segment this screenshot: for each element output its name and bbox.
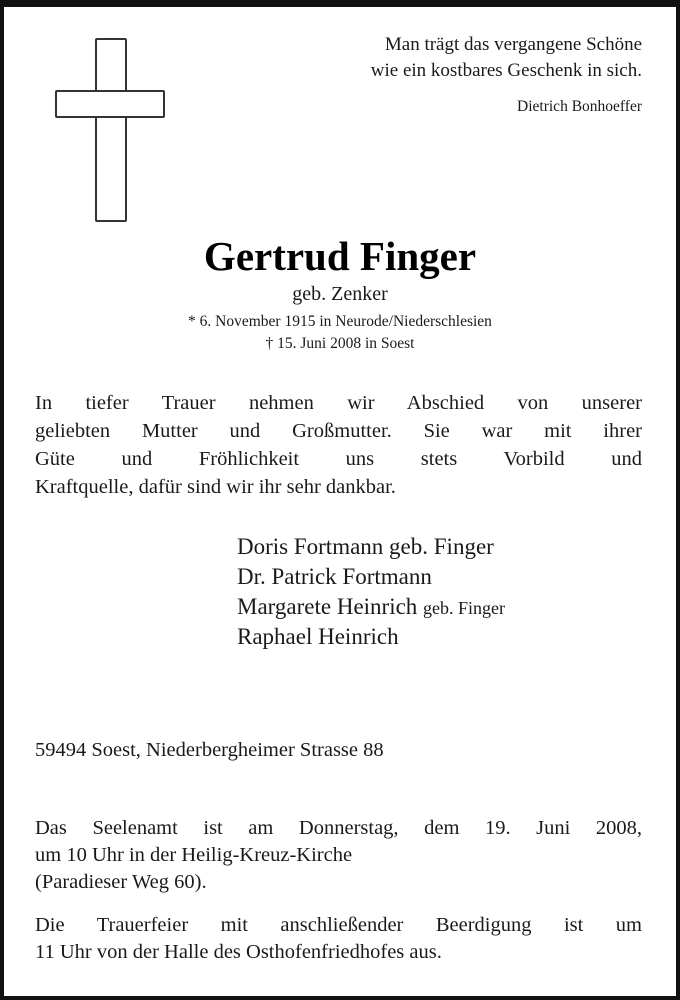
message-line: Kraftquelle, dafür sind wir ihr sehr dankbar. xyxy=(35,476,396,498)
service-line: Das Seelenamt ist am Donnerstag, dem 19. Juni 2008, xyxy=(35,817,642,839)
funeral-line: Die Trauerfeier mit anschließender Beerdigung ist um xyxy=(35,914,642,936)
birth-date: * 6. November 1915 in Neurode/Niederschlesien xyxy=(188,313,492,330)
mourner-name: Raphael Heinrich xyxy=(237,624,399,649)
message-line: In tiefer Trauer nehmen wir Abschied von unserer xyxy=(35,392,642,414)
mourner xyxy=(237,594,505,620)
mourner-name: Dr. Patrick Fortmann xyxy=(237,564,432,589)
mourner-name: Margarete Heinrich xyxy=(237,594,418,619)
mourner xyxy=(237,564,432,590)
service-line: um 10 Uhr in der Heilig-Kreuz-Kirche xyxy=(35,844,353,866)
quote-author: Dietrich Bonhoeffer xyxy=(517,98,642,115)
service-line: (Paradieser Weg 60). xyxy=(35,871,207,893)
mourner xyxy=(237,534,494,560)
message-line: geliebten Mutter und Großmutter. Sie war mit ihrer xyxy=(35,420,642,442)
mourner xyxy=(237,624,399,650)
maiden-name: geb. Zenker xyxy=(292,283,388,305)
deceased-name: Gertrud Finger xyxy=(203,233,477,279)
address: 59494 Soest, Niederbergheimer Strasse 88 xyxy=(35,739,384,761)
quote-line: Man trägt das vergangene Schöne xyxy=(384,34,642,55)
funeral-line: 11 Uhr von der Halle des Osthofenfriedhofes aus. xyxy=(35,941,442,963)
mourner-note: geb. Finger xyxy=(423,598,506,618)
mourner-name: Doris Fortmann geb. Finger xyxy=(237,534,494,559)
death-date: † 15. Juni 2008 in Soest xyxy=(265,335,415,352)
quote-line: wie ein kostbares Geschenk in sich. xyxy=(370,60,642,81)
message-line: Güte und Fröhlichkeit uns stets Vorbild und xyxy=(35,448,642,470)
